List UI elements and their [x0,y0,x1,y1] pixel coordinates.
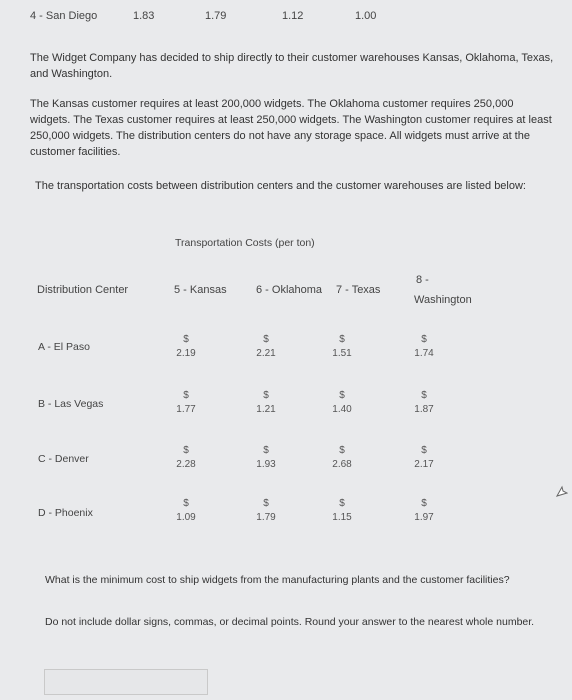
cost-value: 1.74 [414,348,434,359]
cost-cell [322,390,362,415]
row-label-san-diego: 4 - San Diego [30,10,98,22]
row-label-el-paso: A - El Paso [38,341,90,353]
cost-value: 1.40 [332,404,352,415]
cost-value: 1.79 [256,512,276,523]
cost-cell [166,445,206,470]
header-washington-top: 8 - [416,274,429,286]
row-value: 1.00 [355,10,377,22]
cost-cell [322,445,362,470]
intro-paragraph-1: The Widget Company has decided to ship directly to their customer warehouses Kansas, Oklahoma, Texas, and Washington. [30,52,554,80]
cost-value: 2.68 [332,459,352,470]
cost-cell [404,498,444,523]
currency-symbol: $ [421,445,427,456]
header-kansas: 5 - Kansas [174,284,227,296]
currency-symbol: $ [263,498,269,509]
header-distribution-center: Distribution Center [37,284,129,296]
question-instruction: Do not include dollar signs, commas, or decimal points. Round your answer to the nearest whole number. [45,616,535,628]
cost-cell [246,498,286,523]
currency-symbol: $ [339,390,345,401]
cost-value: 1.97 [414,512,434,523]
header-texas: 7 - Texas [336,284,381,296]
cost-cell [246,445,286,470]
intro-paragraph-3: The transportation costs between distribution centers and the customer warehouses are listed below: [35,180,526,192]
cost-value: 1.51 [332,348,352,359]
row-label-las-vegas: B - Las Vegas [38,398,104,410]
cost-value: 1.87 [414,404,434,415]
row-value: 1.83 [133,10,155,22]
cost-cell [166,390,206,415]
cost-cell [404,334,444,359]
cost-cell [166,334,206,359]
currency-symbol: $ [263,445,269,456]
cost-cell [246,334,286,359]
cost-value: 2.17 [414,459,434,470]
row-value: 1.12 [282,10,304,22]
intro-paragraph-2: The Kansas customer requires at least 200,000 widgets. The Oklahoma customer requires 250,000 widgets. The Texas customer requires at least 250,000 widgets. The Washington customer requires at least 250,000 widgets. The distribution centers do not have any storage space. All widgets must arrive at the customer facilities. [30,98,552,158]
cost-cell [404,445,444,470]
currency-symbol: $ [339,498,345,509]
answer-input[interactable] [44,669,208,695]
currency-symbol: $ [183,498,189,509]
cost-cell [404,390,444,415]
currency-symbol: $ [339,334,345,345]
cost-value: 2.21 [256,348,276,359]
currency-symbol: $ [421,390,427,401]
header-washington-bottom: Washington [414,294,472,306]
table-caption: Transportation Costs (per ton) [175,237,315,249]
row-label-denver: C - Denver [38,453,89,465]
currency-symbol: $ [421,334,427,345]
currency-symbol: $ [183,390,189,401]
currency-symbol: $ [183,334,189,345]
currency-symbol: $ [183,445,189,456]
cost-value: 1.09 [176,512,196,523]
question-text: What is the minimum cost to ship widgets from the manufacturing plants and the customer facilities? [45,574,510,586]
header-oklahoma: 6 - Oklahoma [256,284,323,296]
currency-symbol: $ [421,498,427,509]
currency-symbol: $ [339,445,345,456]
mouse-cursor-icon [556,485,568,500]
cost-cell [166,498,206,523]
cost-value: 1.15 [332,512,352,523]
currency-symbol: $ [263,334,269,345]
cost-value: 1.93 [256,459,276,470]
cost-cell [322,498,362,523]
cost-value: 2.19 [176,348,196,359]
currency-symbol: $ [263,390,269,401]
row-value: 1.79 [205,10,227,22]
cost-value: 2.28 [176,459,196,470]
cost-cell [322,334,362,359]
cost-value: 1.77 [176,404,196,415]
cost-cell [246,390,286,415]
cost-value: 1.21 [256,404,276,415]
row-label-phoenix: D - Phoenix [38,507,93,519]
